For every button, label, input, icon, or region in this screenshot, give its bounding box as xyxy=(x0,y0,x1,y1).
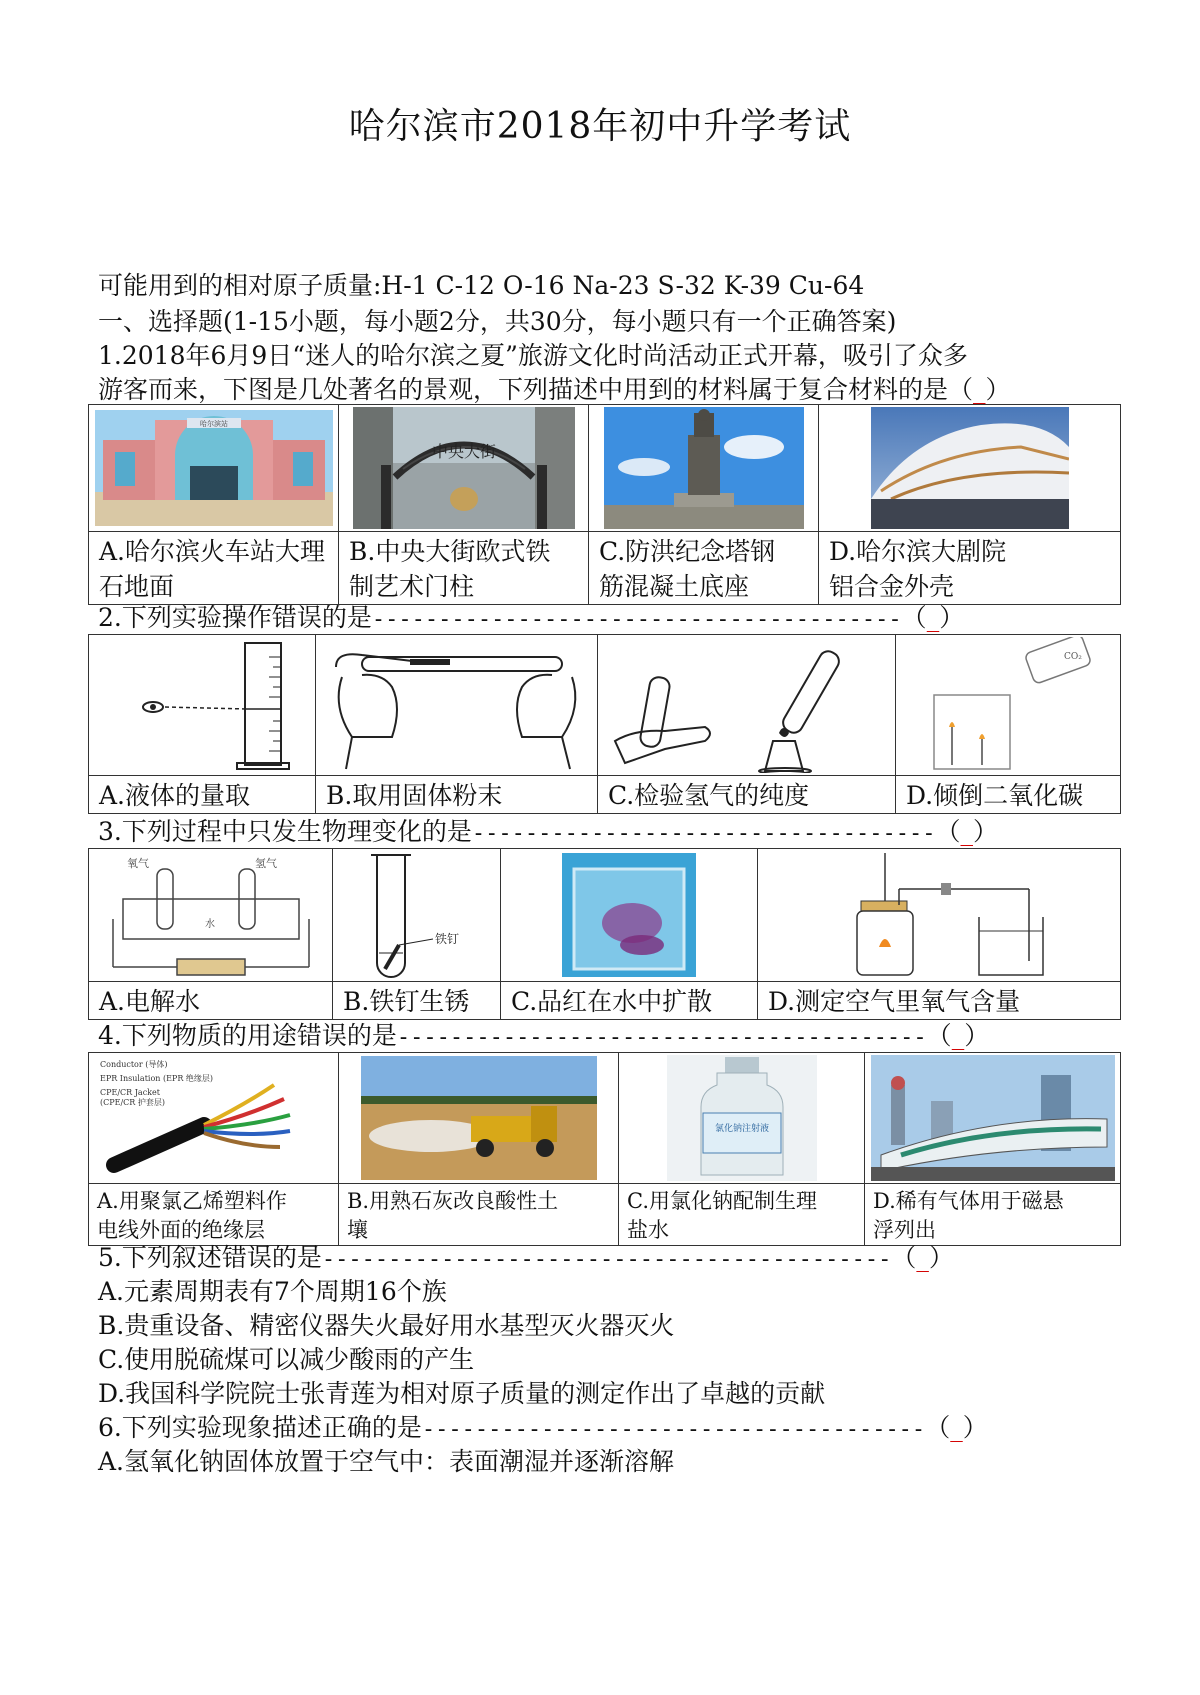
co2-label: CO₂ xyxy=(1064,652,1082,662)
q1-image-d xyxy=(819,405,1121,532)
q1-option-b[interactable] xyxy=(339,532,589,605)
q4-image-b xyxy=(339,1053,619,1184)
q2-image-c xyxy=(598,635,896,776)
q4-option-c[interactable] xyxy=(619,1184,865,1246)
cable-image xyxy=(94,1055,334,1181)
answer-blank: _ xyxy=(916,1243,929,1272)
flood-tower-image xyxy=(604,407,804,529)
grand-theatre-image xyxy=(871,407,1069,529)
water-label: 水 xyxy=(204,919,215,930)
paren-close: ） xyxy=(985,375,1011,404)
option-label: B.铁钉生锈 xyxy=(343,987,470,1016)
paren-close: ） xyxy=(962,1413,988,1442)
paren-close: ） xyxy=(972,817,998,846)
powder-tube-image xyxy=(322,637,592,773)
answer-blank: _ xyxy=(973,375,986,404)
hydrogen-test-image xyxy=(605,637,889,773)
option-label: A.用聚氯乙烯塑料作 xyxy=(97,1189,287,1213)
section-heading: 一、选择题(1-15小题，每小题2分，共30分，每小题只有一个正确答案) xyxy=(98,307,897,336)
q2-line xyxy=(98,600,964,638)
q4-image-d xyxy=(865,1053,1121,1184)
cpe2-label: (CPE/CR 护套层) xyxy=(99,1098,165,1107)
q1-table xyxy=(88,404,1121,605)
q3-image-c xyxy=(501,849,758,982)
q5-option-b[interactable]: B.贵重设备、精密仪器失火最好用水基型灭火器灭火 xyxy=(98,1311,675,1340)
measuring-cylinder-image xyxy=(97,637,307,773)
q2-table xyxy=(88,634,1121,814)
q3-option-a[interactable] xyxy=(89,982,333,1020)
option-label: 筋混凝土底座 xyxy=(599,572,750,601)
saline-bottle-image xyxy=(667,1055,817,1181)
dash-leader: ---------------------------------------- xyxy=(371,607,902,632)
q6-stem: 6.下列实验现象描述正确的是 xyxy=(98,1413,422,1442)
option-label: D.稀有气体用于磁悬 xyxy=(873,1189,1064,1213)
q3-image-a xyxy=(89,849,333,982)
q1-option-c[interactable] xyxy=(589,532,819,605)
gate-sign: 中央大街 xyxy=(431,442,496,461)
q4-image-c xyxy=(619,1053,865,1184)
q2-stem: 2.下列实验操作错误的是 xyxy=(98,603,372,632)
answer-blank: _ xyxy=(951,1021,965,1050)
atomic-masses: 可能用到的相对原子质量:H-1 C-12 O-16 Na-23 S-32 K-39 Cu-64 xyxy=(98,271,865,300)
dash-leader: ------------------------------------------- xyxy=(321,1247,892,1272)
q3-option-b[interactable] xyxy=(333,982,501,1020)
electrolysis-image xyxy=(93,851,329,979)
q3-table xyxy=(88,848,1121,1020)
q3-line xyxy=(98,814,998,852)
paren-open: （ xyxy=(891,1243,917,1272)
iron-gate-image xyxy=(353,407,575,529)
pour-co2-image xyxy=(908,637,1108,773)
q2-image-b xyxy=(316,635,598,776)
page-title: 哈尔滨市2018年初中升学考试 xyxy=(348,106,852,147)
paren-open: （ xyxy=(901,603,927,632)
epr-label: EPR Insulation (EPR 绝缘层) xyxy=(99,1074,213,1083)
paren-open: （ xyxy=(926,1021,952,1050)
option-label: C.用氯化钠配制生理 xyxy=(627,1189,817,1213)
q1-option-d[interactable] xyxy=(819,532,1121,605)
q1-image-b xyxy=(339,405,589,532)
maglev-train-image xyxy=(871,1055,1115,1181)
saline-label: 氯化钠注射液 xyxy=(714,1124,769,1134)
q1-image-a xyxy=(89,405,339,532)
cpe-label: CPE/CR Jacket xyxy=(99,1088,160,1097)
option-label: B.取用固体粉末 xyxy=(326,781,503,810)
q5-option-a[interactable]: A.元素周期表有7个周期16个族 xyxy=(98,1277,447,1306)
option-label: 制艺术门柱 xyxy=(349,572,475,601)
h2-label: 氢气 xyxy=(254,857,277,870)
q5-line xyxy=(98,1240,954,1278)
q1-image-c xyxy=(589,405,819,532)
dash-leader: ---------------------------------------- xyxy=(396,1025,927,1050)
lime-spreader-image xyxy=(361,1056,597,1180)
q3-stem: 3.下列过程中只发生物理变化的是 xyxy=(98,817,472,846)
conductor-label: Conductor (导体) xyxy=(99,1060,167,1069)
rusting-nail-image xyxy=(337,851,497,979)
nail-label: 铁钉 xyxy=(434,932,459,946)
dye-diffusion-image xyxy=(562,853,696,977)
q2-image-d xyxy=(896,635,1121,776)
q6-option-a[interactable]: A.氢氧化钠固体放置于空气中：表面潮湿并逐渐溶解 xyxy=(98,1447,675,1476)
q5-option-c[interactable]: C.使用脱硫煤可以减少酸雨的产生 xyxy=(98,1345,475,1374)
dash-leader: ----------------------------------- xyxy=(471,821,936,846)
station-sign: 哈尔滨站 xyxy=(199,420,228,428)
answer-blank: _ xyxy=(926,603,940,632)
paren-open: （ xyxy=(935,817,961,846)
option-label: 壤 xyxy=(347,1218,368,1242)
q2-image-a xyxy=(89,635,316,776)
paren-open: （ xyxy=(925,1413,951,1442)
q3-option-c[interactable] xyxy=(501,982,758,1020)
q4-option-b[interactable] xyxy=(339,1184,619,1246)
q1-option-a[interactable] xyxy=(89,532,339,605)
q3-image-b xyxy=(333,849,501,982)
dash-leader: -------------------------------------- xyxy=(421,1417,926,1442)
train-station-image xyxy=(95,410,333,526)
option-label: B.中央大街欧式铁 xyxy=(349,537,551,566)
answer-blank: _ xyxy=(950,1413,963,1442)
option-label: 铝合金外壳 xyxy=(829,572,955,601)
q5-option-d[interactable]: D.我国科学院院士张青莲为相对原子质量的测定作出了卓越的贡献 xyxy=(98,1379,826,1408)
option-label: A.哈尔滨火车站大理 xyxy=(99,537,326,566)
q3-image-d xyxy=(758,849,1121,982)
q4-table xyxy=(88,1052,1121,1246)
q4-line xyxy=(98,1018,989,1056)
q6-line xyxy=(98,1410,988,1448)
option-label: C.防洪纪念塔钢 xyxy=(599,537,776,566)
q2-option-a[interactable] xyxy=(89,776,316,814)
q4-option-d[interactable] xyxy=(865,1184,1121,1246)
q1-line2 xyxy=(98,372,1011,408)
option-label: 盐水 xyxy=(627,1218,669,1242)
option-label: D.测定空气里氧气含量 xyxy=(768,987,1021,1016)
q1-line1: 1.2018年6月9日“迷人的哈尔滨之夏”旅游文化时尚活动正式开幕，吸引了众多 xyxy=(98,341,968,370)
option-label: 浮列出 xyxy=(873,1218,936,1242)
option-label: 电线外面的绝缘层 xyxy=(97,1218,265,1242)
q5-stem: 5.下列叙述错误的是 xyxy=(98,1243,322,1272)
o2-label: 氧气 xyxy=(126,857,149,870)
paren-close: ） xyxy=(964,1021,990,1050)
q2-option-b[interactable] xyxy=(316,776,598,814)
option-label: A.液体的量取 xyxy=(99,781,251,810)
q4-stem: 4.下列物质的用途错误的是 xyxy=(98,1021,397,1050)
option-label: B.用熟石灰改良酸性土 xyxy=(347,1189,559,1213)
option-label: D.哈尔滨大剧院 xyxy=(829,537,1007,566)
q2-option-d[interactable] xyxy=(896,776,1121,814)
paren-close: ） xyxy=(939,603,965,632)
option-label: C.检验氢气的纯度 xyxy=(608,781,810,810)
q4-option-a[interactable] xyxy=(89,1184,339,1246)
q4-image-a xyxy=(89,1053,339,1184)
option-label: 石地面 xyxy=(99,572,175,601)
answer-blank: _ xyxy=(960,817,973,846)
paren-close: ） xyxy=(928,1243,954,1272)
option-label: A.电解水 xyxy=(99,987,201,1016)
q3-option-d[interactable] xyxy=(758,982,1121,1020)
option-label: D.倾倒二氧化碳 xyxy=(906,781,1084,810)
q2-option-c[interactable] xyxy=(598,776,896,814)
q1-stem: 游客而来，下图是几处著名的景观，下列描述中用到的材料属于复合材料的是（ xyxy=(98,375,974,404)
oxygen-content-image xyxy=(829,851,1049,979)
option-label: C.品红在水中扩散 xyxy=(511,987,713,1016)
